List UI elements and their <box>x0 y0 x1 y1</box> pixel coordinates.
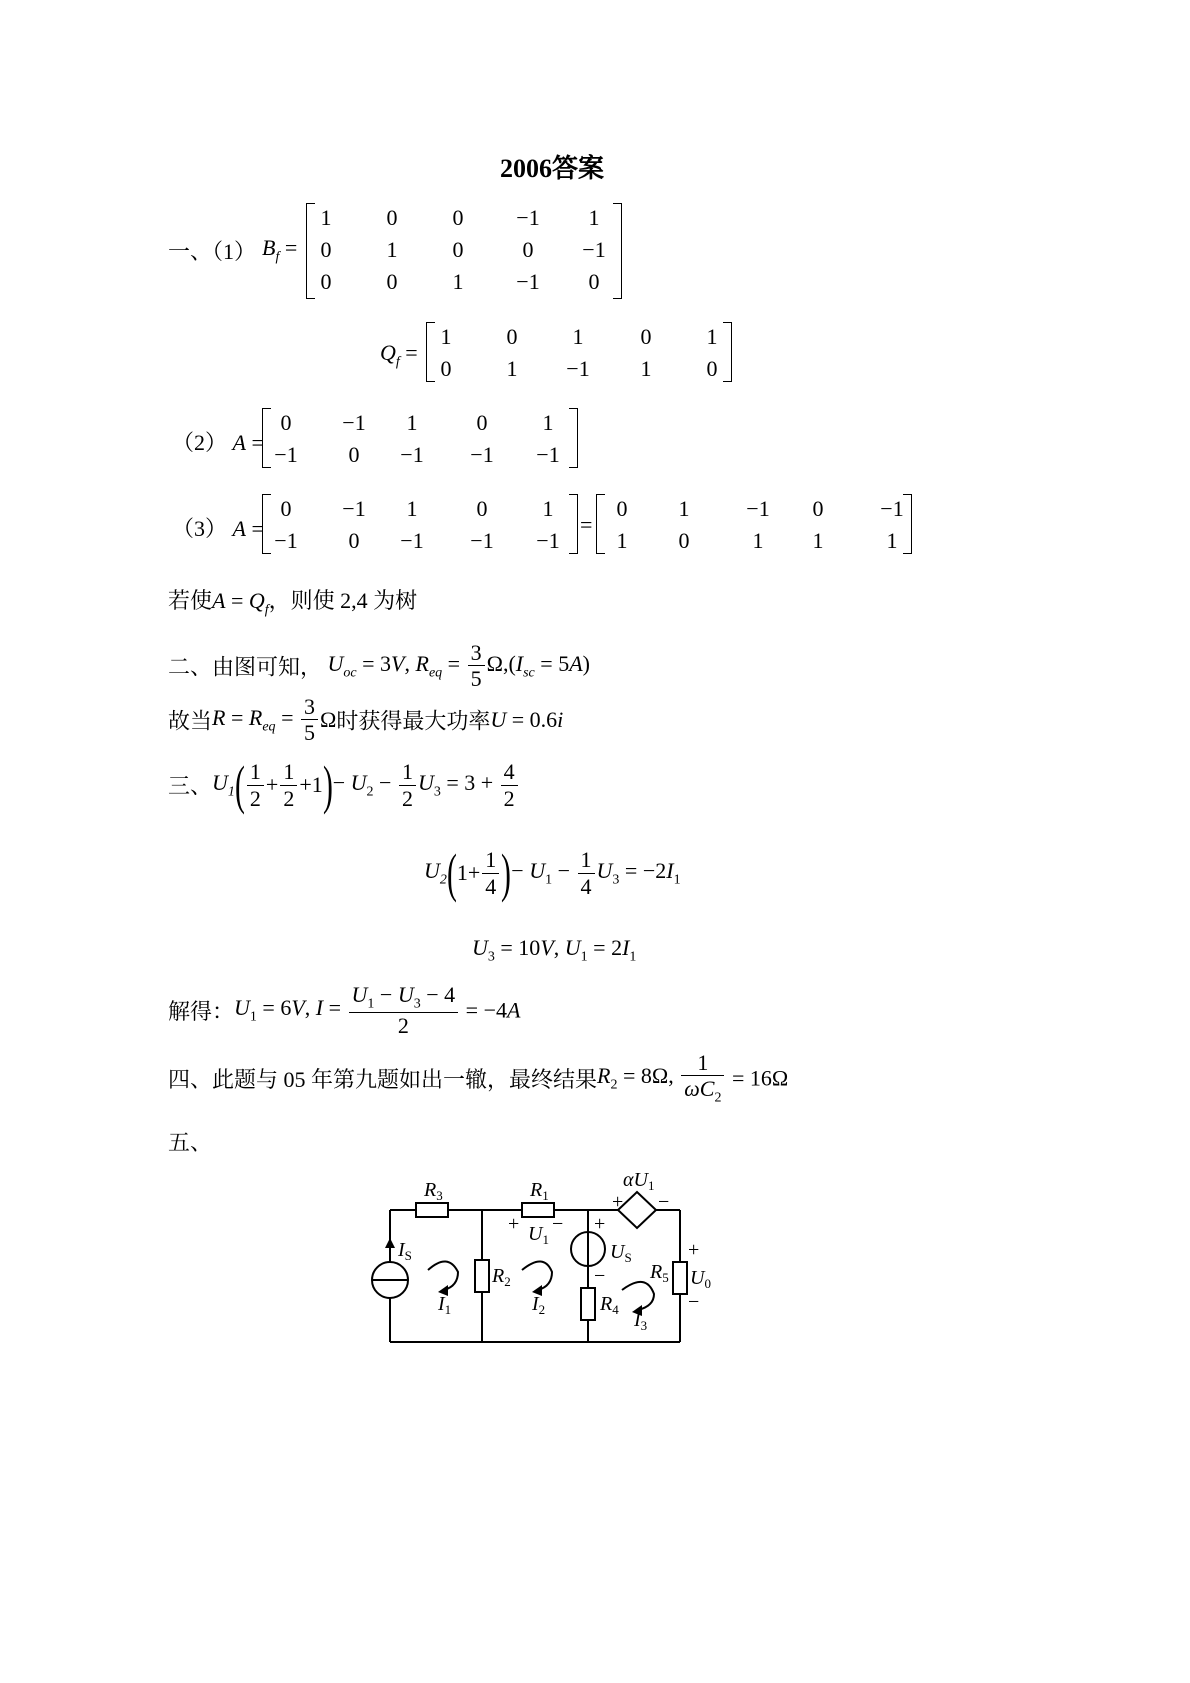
minus-sign: − <box>594 1265 606 1287</box>
s2-line1: 二、由图可知， $U_{oc} = 3V$, $R_{eq}$ = $\frac{3}{5}$ $\Omega,(I_{sc} = 5A)$ <box>168 640 590 692</box>
matrix-cell: −1 <box>516 269 540 294</box>
s3-eq2: $U_2(1+$ $\frac{1}{4}$ )− $U_1$ − $\frac{1}{4}$ $U_3 = -2I_1$ <box>424 843 681 903</box>
r2-resistor <box>475 1260 489 1292</box>
matrix-cell: 0 <box>588 269 600 294</box>
matrix-cell: 1 <box>440 324 452 349</box>
page-title: 2006答案 <box>500 154 605 183</box>
i3-loop-arrow <box>622 1282 654 1310</box>
matrix-cell: 1 <box>320 205 332 230</box>
s1-prefix: 一、（1） <box>168 239 257 264</box>
s3-eq3: $U_3 = 10V$, $U_1 = 2I_1$ <box>472 935 637 965</box>
matrix-cell: −1 <box>342 496 366 521</box>
matrix-cell: 0 <box>616 496 628 521</box>
r2-label: $R_2$ <box>492 1265 511 1289</box>
matrix-cell: 0 <box>320 237 332 262</box>
matrix-cell: 1 <box>542 410 554 435</box>
matrix-cell: 1 <box>386 237 398 262</box>
u0-label: $U_0$ <box>690 1267 711 1291</box>
matrix-cell: 0 <box>678 528 690 553</box>
matrix-cell: −1 <box>566 356 590 381</box>
matrix-cell: −1 <box>400 442 424 467</box>
matrix-cell: 0 <box>440 356 452 381</box>
matrix-cell: 1 <box>678 496 690 521</box>
matrix-cell: −1 <box>400 528 424 553</box>
matrix-cell: 1 <box>812 528 824 553</box>
matrix-cell: 0 <box>280 496 292 521</box>
matrix-cell: −1 <box>342 410 366 435</box>
r5-resistor <box>673 1262 687 1294</box>
matrix-cell: 0 <box>506 324 518 349</box>
matrix-cell: 1 <box>588 205 600 230</box>
s3-solution: 解得：$U_1 = 6V$, I = $\frac{U_1 - U_3 - 4}{2}$ = −4A <box>168 982 521 1039</box>
matrix-cell: 0 <box>452 237 464 262</box>
minus-sign: − <box>658 1191 670 1213</box>
r3-label: $R_3$ <box>424 1179 443 1203</box>
matrix-cell: −1 <box>880 496 904 521</box>
us-label: $U_S$ <box>610 1241 632 1265</box>
matrix-cell: 0 <box>812 496 824 521</box>
i3-label: $I_3$ <box>634 1309 648 1333</box>
matrix-cell: −1 <box>536 442 560 467</box>
r1-label: $R_1$ <box>530 1179 549 1203</box>
matrix-cell: −1 <box>274 442 298 467</box>
matrix-cell: 0 <box>386 269 398 294</box>
plus-sign: + <box>688 1239 700 1261</box>
s1-p3-prefix: （3） A = <box>172 516 264 541</box>
s4-line: 四、此题与 05 年第九题如出一辙，最终结果$R_2 = 8\Omega$, $\frac{1}{\omega C_2}$ = 16Ω <box>168 1050 789 1106</box>
equals-sign: = <box>580 512 593 537</box>
matrix-cell: 0 <box>280 410 292 435</box>
matrix-cell: 1 <box>886 528 898 553</box>
matrix-cell: 0 <box>320 269 332 294</box>
matrix-cell: 1 <box>406 410 418 435</box>
minus-sign: − <box>552 1213 564 1235</box>
bf-label: $B_f$ = <box>262 235 298 265</box>
matrix-cell: 1 <box>406 496 418 521</box>
is-arrowhead <box>385 1238 395 1248</box>
i2-label: $I_2$ <box>532 1293 546 1317</box>
minus-sign: − <box>688 1291 700 1313</box>
matrix-cell: 1 <box>572 324 584 349</box>
matrix-cell: 0 <box>640 324 652 349</box>
i1-loop-arrow <box>428 1261 458 1290</box>
matrix-cell: 1 <box>752 528 764 553</box>
matrix-cell: 1 <box>506 356 518 381</box>
plus-sign: + <box>508 1213 520 1235</box>
i1-label: $I_1$ <box>438 1293 452 1317</box>
matrix-cell: 1 <box>706 324 718 349</box>
matrix-cell: 1 <box>640 356 652 381</box>
s1-p2-prefix: （2） A = <box>172 430 264 455</box>
matrix-cell: 0 <box>386 205 398 230</box>
matrix-cell: −1 <box>536 528 560 553</box>
r1-resistor <box>522 1203 554 1217</box>
matrix-cell: 0 <box>348 528 360 553</box>
matrix-cell: −1 <box>274 528 298 553</box>
s2-line2: 故当$R = R_{eq}$ = $\frac{3}{5}$ Ω时获得最大功率U = 0.6i <box>168 694 564 746</box>
r4-label: $R_4$ <box>600 1293 619 1317</box>
matrix-cell: 1 <box>616 528 628 553</box>
tree-statement: 若使$A = Q_f$，则使 2,4 为树 <box>168 588 418 618</box>
u1-label: $U_1$ <box>528 1223 549 1247</box>
plus-sign: + <box>612 1191 624 1213</box>
matrix-cell: −1 <box>582 237 606 262</box>
qf-label: $Q_f$ = <box>380 340 418 370</box>
dependent-source <box>618 1192 656 1228</box>
matrix-cell: 0 <box>522 237 534 262</box>
matrix-cell: −1 <box>516 205 540 230</box>
is-label: $I_S$ <box>398 1239 412 1263</box>
r4-resistor <box>581 1288 595 1320</box>
matrix-cell: 0 <box>476 410 488 435</box>
matrix-cell: 0 <box>452 205 464 230</box>
i2-loop-arrow <box>522 1261 552 1290</box>
matrix-cell: 0 <box>348 442 360 467</box>
matrix-cell: 0 <box>476 496 488 521</box>
matrix-cell: −1 <box>470 442 494 467</box>
plus-sign: + <box>594 1213 606 1235</box>
matrix-cell: −1 <box>746 496 770 521</box>
matrix-cell: 1 <box>542 496 554 521</box>
r3-resistor <box>416 1203 448 1217</box>
s3-eq1: 三、$U_1$( $\frac{1}{2}$ + $\frac{1}{2}$ $+1)- U_2$ − $\frac{1}{2}$ $U_3 = 3$ + $\frac{4}{2}$ <box>168 758 520 812</box>
matrix-cell: 1 <box>452 269 464 294</box>
matrix-cell: −1 <box>470 528 494 553</box>
s5-prefix: 五、 <box>168 1130 213 1155</box>
r5-label: $R_5$ <box>650 1261 669 1285</box>
au1-label: $\alpha U_1$ <box>623 1169 655 1193</box>
matrix-cell: 0 <box>706 356 718 381</box>
